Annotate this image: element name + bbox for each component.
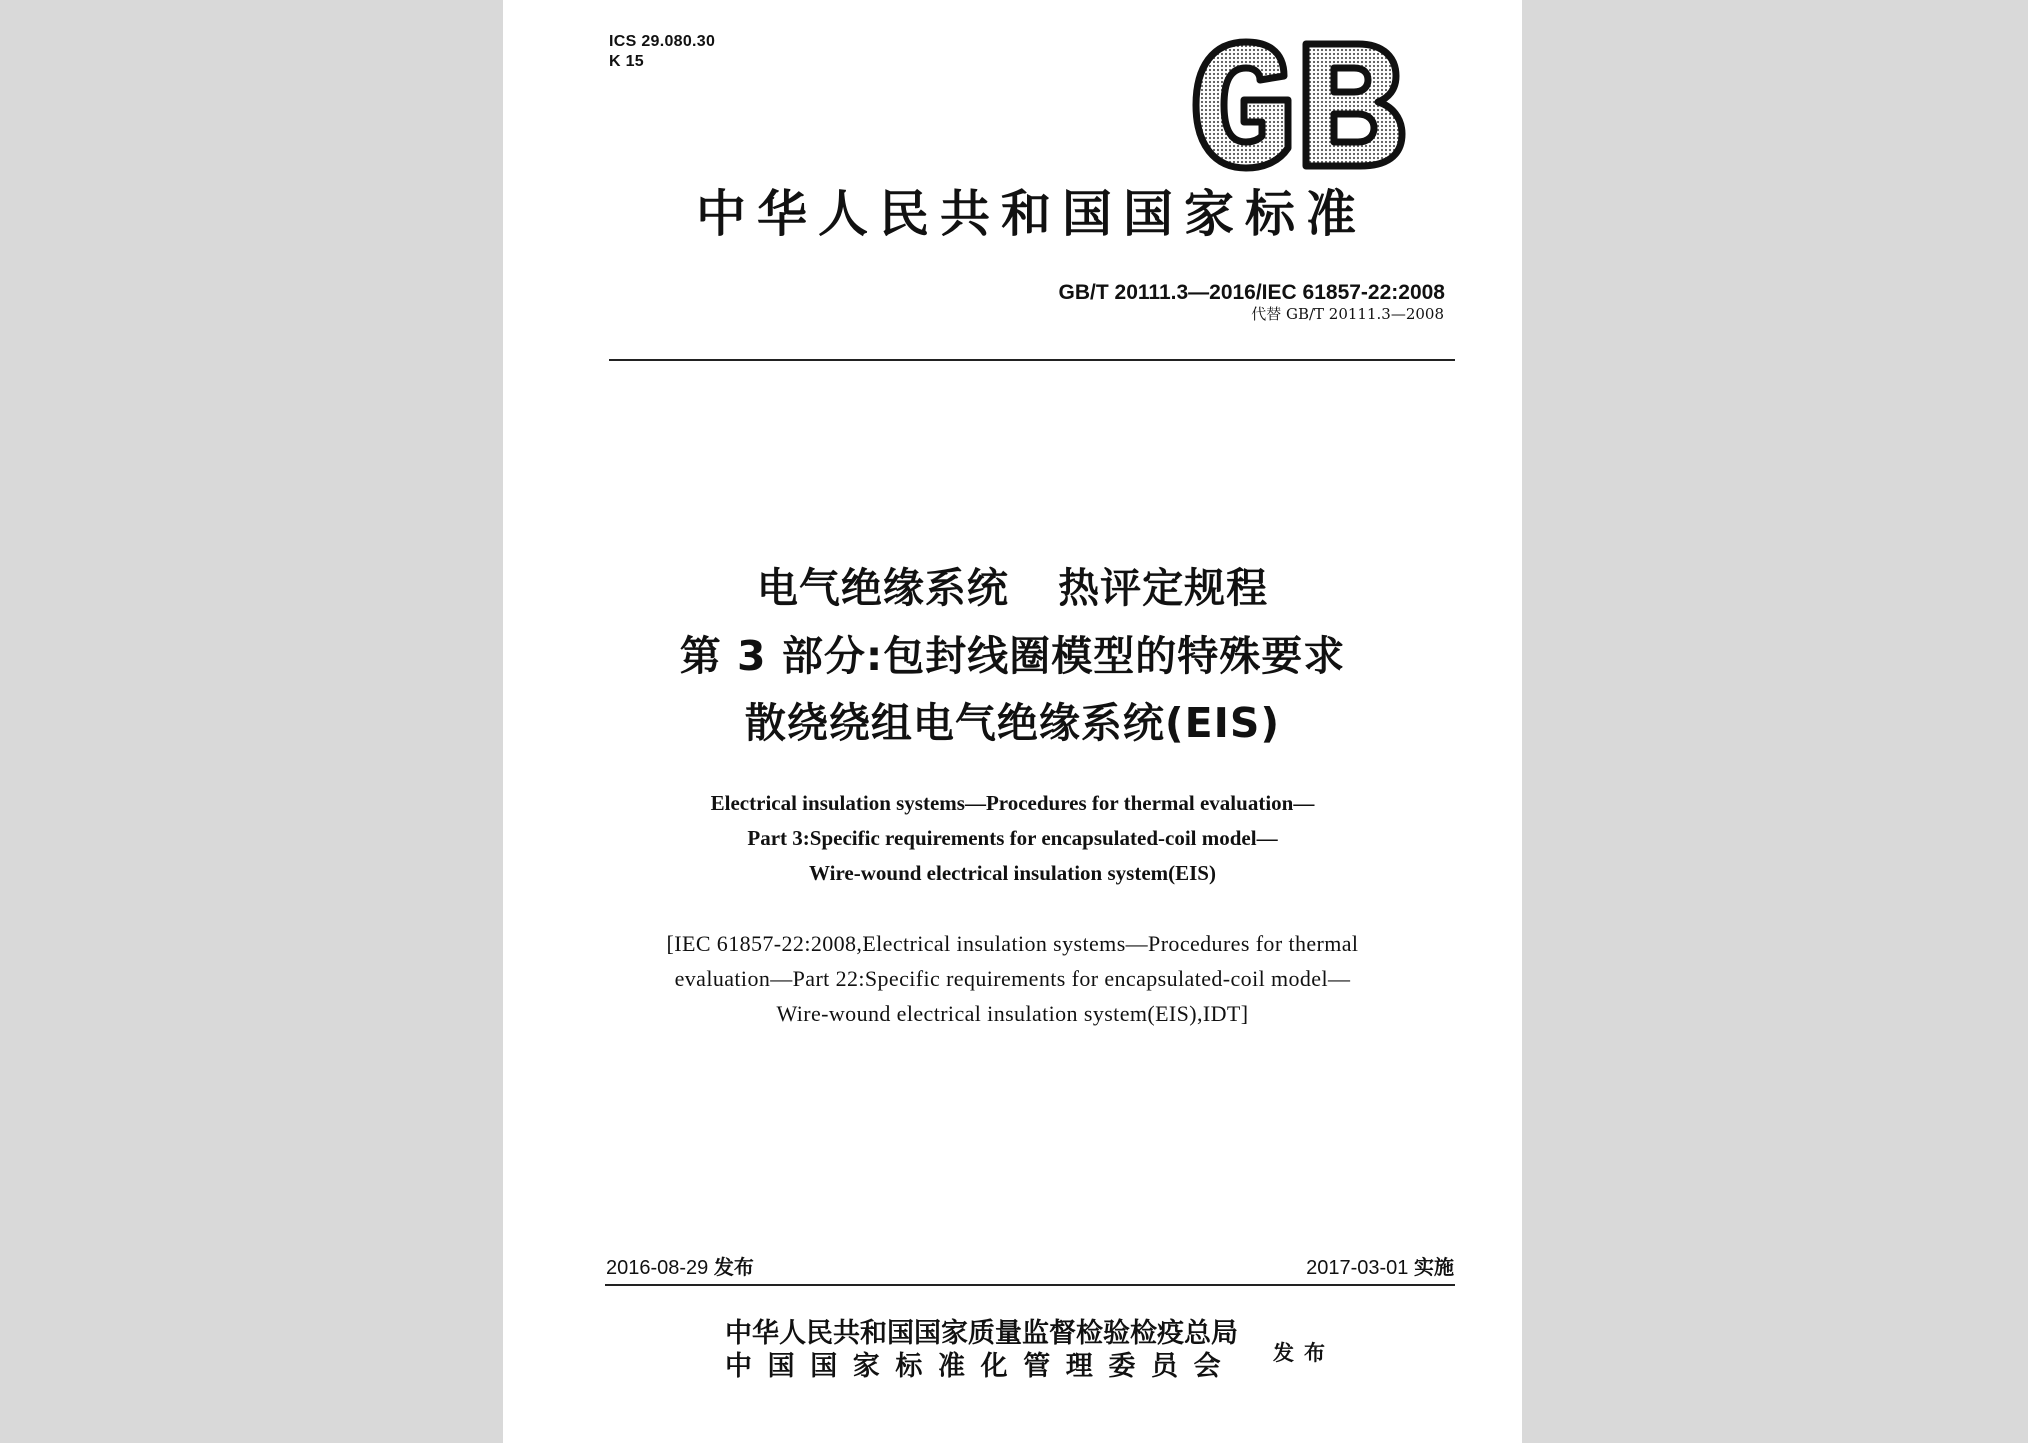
chinese-title-line-3: 散绕绕组电气绝缘系统(EIS) bbox=[744, 699, 1281, 747]
issue-date-label: 发布 bbox=[713, 1255, 754, 1279]
chinese-title-line-1: 电气绝缘系统 热评定规程 bbox=[756, 564, 1269, 612]
issuing-authorities bbox=[725, 1317, 1238, 1383]
gb-logo bbox=[1188, 36, 1408, 174]
publish-label: 发布 bbox=[1273, 1340, 1335, 1365]
identical-standard-line-3: Wire-wound electrical insulation system(EIS),IDT] bbox=[776, 1001, 1249, 1026]
implementation-date-label: 实施 bbox=[1414, 1255, 1454, 1279]
ccs-code: K 15 bbox=[609, 53, 644, 70]
issue-date bbox=[606, 1254, 754, 1281]
english-title-line-3: Wire-wound electrical insulation system(EIS) bbox=[809, 861, 1216, 885]
national-standard-heading: 中华人民共和国国家标准 bbox=[696, 184, 1367, 243]
header-divider bbox=[609, 359, 1455, 361]
english-title-line-2: Part 3:Specific requirements for encapsulated-coil model— bbox=[747, 826, 1278, 850]
implementation-date bbox=[1306, 1254, 1454, 1281]
issue-date-value: 2016-08-29 bbox=[606, 1257, 709, 1279]
replaces-standard: 代替 GB/T 20111.3—2008 bbox=[1251, 305, 1444, 323]
identical-standard-line-1: [IEC 61857-22:2008,Electrical insulation systems—Procedures for thermal bbox=[666, 931, 1359, 956]
classification-codes bbox=[609, 32, 715, 72]
standard-cover-page bbox=[503, 0, 1522, 1443]
implementation-date-value: 2017-03-01 bbox=[1306, 1257, 1409, 1279]
ics-code: ICS 29.080.30 bbox=[609, 33, 716, 50]
issuer-1: 中华人民共和国国家质量监督检验检疫总局 bbox=[725, 1318, 1238, 1349]
issuer-2: 中国国家标准化管理委员会 bbox=[725, 1351, 1237, 1382]
english-title-line-1: Electrical insulation systems—Procedures for thermal evaluation— bbox=[710, 791, 1315, 815]
identical-standard-line-2: evaluation—Part 22:Specific requirements for encapsulated-coil model— bbox=[674, 966, 1351, 991]
standard-number: GB/T 20111.3—2016/IEC 61857-22:2008 bbox=[1058, 281, 1445, 304]
chinese-title-line-2: 第 3 部分:包封线圈模型的特殊要求 bbox=[679, 632, 1346, 680]
footer-divider bbox=[605, 1284, 1455, 1286]
